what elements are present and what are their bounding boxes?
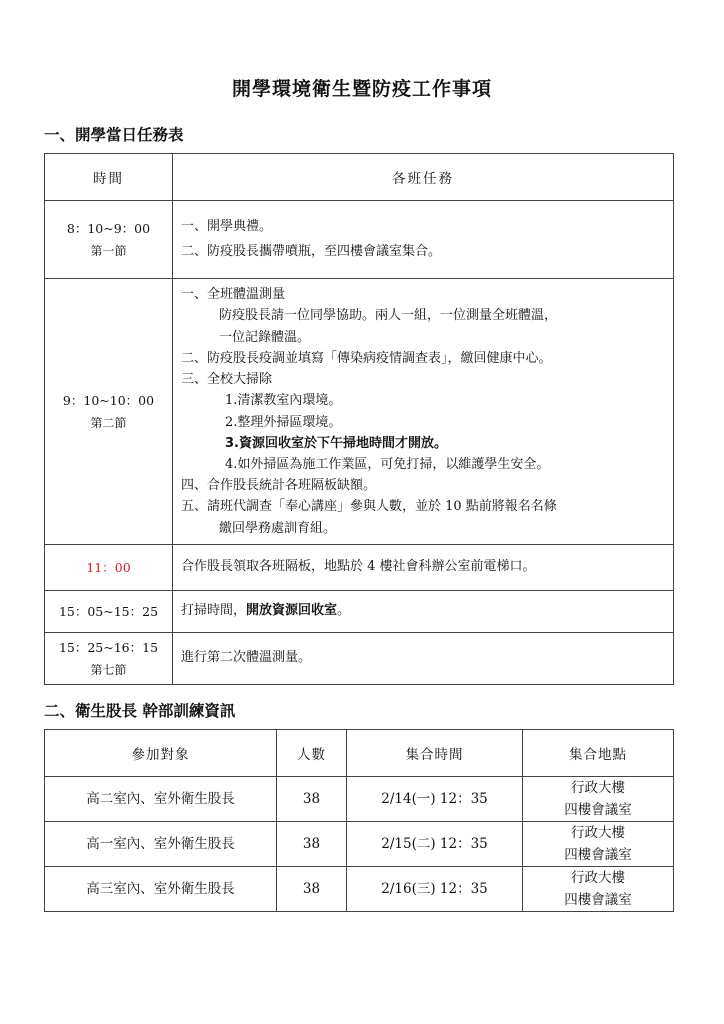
time-cell: 15：05~15：25 — [45, 591, 173, 633]
table-row — [45, 545, 674, 591]
time-cell — [45, 633, 173, 685]
task-text-emphasis: 開放資源回收室 — [246, 603, 338, 619]
period-label: 第一節 — [90, 243, 127, 258]
header-place: 集合地點 — [523, 730, 674, 777]
training-table — [44, 729, 674, 912]
task-line: 進行第二次體溫測量。 — [181, 650, 312, 666]
task-line: 一、全班體溫測量 — [181, 287, 286, 303]
section2-heading: 二、衛生股長 幹部訓練資訊 — [44, 701, 236, 720]
task-text: 打掃時間， — [181, 603, 247, 619]
header-tasks: 各班任務 — [173, 154, 674, 201]
table-row — [45, 777, 674, 822]
schedule-table — [44, 153, 674, 685]
place-building: 行政大樓 — [571, 870, 625, 886]
place-building: 行政大樓 — [571, 780, 625, 796]
table-row — [45, 822, 674, 867]
task-line: 二、防疫股長攜帶噴瓶，至四樓會議室集合。 — [181, 243, 442, 259]
time-cell — [45, 279, 173, 545]
time-range: 9：10~10：00 — [62, 392, 155, 408]
task-line: 三、全校大掃除 — [181, 372, 273, 388]
header-target: 參加對象 — [45, 730, 277, 777]
place-building: 行政大樓 — [571, 825, 625, 841]
task-line: 4.如外掃區為施工作業區，可免打掃，以維護學生安全。 — [225, 456, 550, 472]
table-row — [45, 633, 674, 685]
task-line — [181, 599, 673, 624]
task-line: 一、開學典禮。 — [181, 219, 273, 234]
place-cell — [523, 822, 674, 867]
task-line: 合作股長領取各班隔板，地點於 4 樓社會科辦公室前電梯口。 — [181, 559, 536, 575]
place-room: 四樓會議室 — [564, 892, 632, 908]
time-cell: 2/16(三) 12：35 — [347, 867, 523, 912]
target-cell: 高三室內、室外衛生股長 — [45, 867, 277, 912]
section1-heading: 一、開學當日任務表 — [44, 125, 184, 144]
place-cell — [523, 867, 674, 912]
target-cell: 高一室內、室外衛生股長 — [45, 822, 277, 867]
tasks-cell — [173, 591, 674, 633]
time-cell: 2/15(二) 12：35 — [347, 822, 523, 867]
schedule-header-row — [45, 154, 674, 201]
time-cell: 11：00 — [45, 545, 173, 591]
count-cell: 38 — [277, 867, 347, 912]
header-count: 人數 — [277, 730, 347, 777]
task-text: 。 — [337, 603, 351, 619]
time-cell: 2/14(一) 12：35 — [347, 777, 523, 822]
header-time: 時間 — [45, 154, 173, 201]
time-range: 8：10~9：00 — [66, 220, 151, 236]
table-row — [45, 591, 674, 633]
tasks-cell — [173, 545, 674, 591]
place-cell — [523, 777, 674, 822]
task-line: 二、防疫股長疫調並填寫「傳染病疫情調查表」，繳回健康中心。 — [181, 350, 552, 366]
tasks-cell — [173, 279, 674, 545]
table-row — [45, 867, 674, 912]
target-cell: 高二室內、室外衛生股長 — [45, 777, 277, 822]
header-time: 集合時間 — [347, 730, 523, 777]
tasks-cell — [173, 633, 674, 685]
task-line: 繳回學務處訓育組。 — [219, 520, 337, 536]
document-title: 開學環境衛生暨防疫工作事項 — [231, 78, 492, 100]
task-line-emphasis: 3.資源回收室於下午掃地時間才開放。 — [225, 435, 447, 451]
period-label: 第七節 — [90, 662, 127, 677]
count-cell: 38 — [277, 777, 347, 822]
place-room: 四樓會議室 — [564, 847, 632, 863]
time-range: 15：25~16：15 — [58, 639, 159, 655]
task-line: 一位記錄體溫。 — [219, 329, 311, 345]
table-row — [45, 201, 674, 279]
count-cell: 38 — [277, 822, 347, 867]
task-line: 2.整理外掃區環境。 — [225, 414, 342, 430]
task-line: 1.清潔教室內環境。 — [225, 393, 342, 409]
tasks-cell — [173, 201, 674, 279]
training-header-row — [45, 730, 674, 777]
task-line: 防疫股長請一位同學協助。兩人一組，一位測量全班體溫， — [219, 308, 558, 324]
period-label: 第二節 — [90, 415, 127, 430]
task-line: 四、合作股長統計各班隔板缺額。 — [181, 478, 377, 494]
table-row — [45, 279, 674, 545]
time-cell — [45, 201, 173, 279]
place-room: 四樓會議室 — [564, 802, 632, 818]
task-line: 五、請班代調查「奉心講座」參與人數，並於 10 點前將報名名條 — [181, 499, 557, 515]
